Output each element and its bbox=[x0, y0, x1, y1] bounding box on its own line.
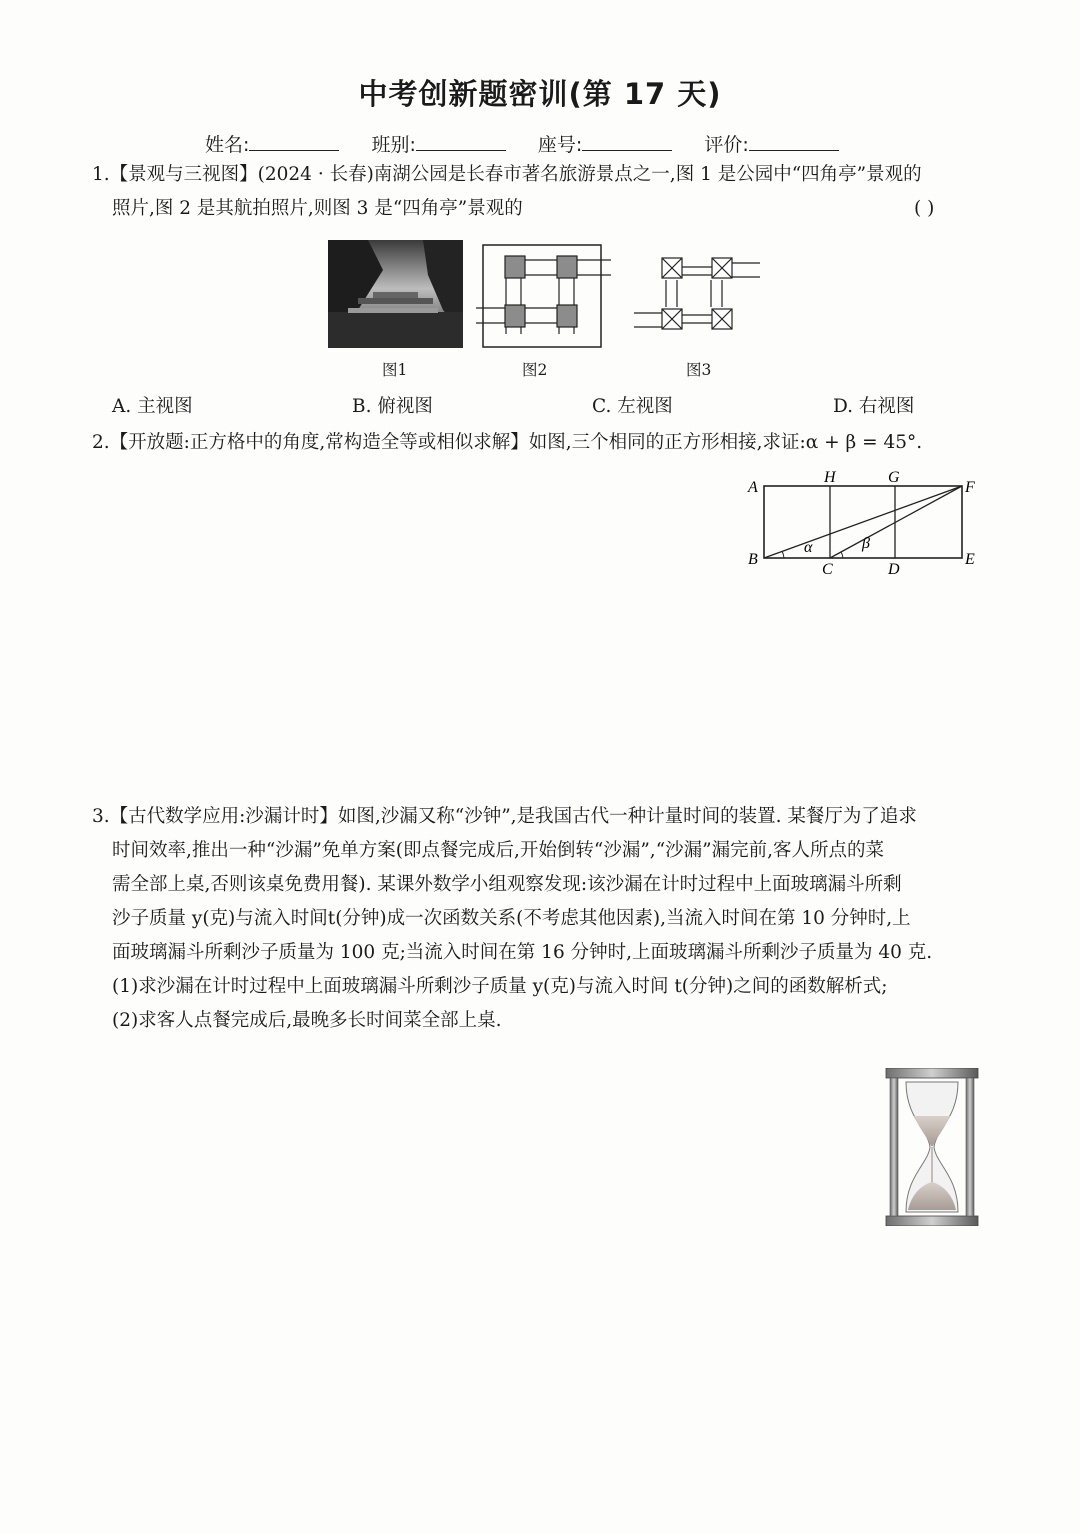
q1-line2: 照片,图 2 是其航拍照片,则图 3 是“四角亭”景观的 bbox=[112, 198, 523, 219]
answer-bracket[interactable]: ( ) bbox=[914, 198, 935, 219]
seat-label: 座号: bbox=[537, 134, 583, 156]
option-c[interactable]: C. 左视图 bbox=[592, 396, 673, 417]
class-field[interactable] bbox=[416, 136, 506, 151]
grade-field[interactable] bbox=[749, 136, 839, 151]
label-e: E bbox=[965, 551, 975, 568]
name-label: 姓名: bbox=[205, 134, 250, 156]
figure-3-drawing bbox=[634, 255, 762, 335]
caption-figure-2: 图2 bbox=[522, 361, 548, 379]
class-label: 班别: bbox=[371, 134, 416, 156]
label-beta: β bbox=[862, 535, 870, 552]
student-info-row bbox=[205, 130, 865, 157]
q3-line4: 沙子质量 y(克)与流入时间t(分钟)成一次函数关系(不考虑其他因素),当流入时间在第 10 分钟时,上 bbox=[112, 908, 911, 929]
q3-line1: 3.【古代数学应用:沙漏计时】如图,沙漏又称“沙钟”,是我国古代一种计量时间的装置. 某餐厅为了追求 bbox=[92, 806, 917, 827]
hourglass-image bbox=[884, 1068, 980, 1226]
figure-1-photo bbox=[328, 240, 463, 348]
question-3 bbox=[92, 800, 992, 1038]
option-d[interactable]: D. 右视图 bbox=[833, 396, 915, 417]
label-alpha: α bbox=[804, 539, 813, 556]
label-c: C bbox=[822, 561, 833, 578]
label-h: H bbox=[824, 469, 836, 486]
caption-figure-3: 图3 bbox=[686, 361, 712, 379]
page-title: 中考创新题密训(第 17 天) bbox=[358, 77, 722, 111]
q1-line1: 1.【景观与三视图】(2024 · 长春)南湖公园是长春市著名旅游景点之一,图 1 是公园中“四角亭”景观的 bbox=[92, 164, 922, 185]
q3-line3: 需全部上桌,否则该桌免费用餐). 某课外数学小组观察发现:该沙漏在计时过程中上面玻璃漏斗所剩 bbox=[112, 874, 902, 895]
figure-squares bbox=[740, 462, 990, 580]
question-2: 2.【开放题:正方格中的角度,常构造全等或相似求解】如图,三个相同的正方形相接,求证:α + β = 45°. bbox=[92, 432, 923, 453]
label-g: G bbox=[888, 469, 900, 486]
q3-line2: 时间效率,推出一种“沙漏”免单方案(即点餐完成后,开始倒转“沙漏”,“沙漏”漏完前,客人所点的菜 bbox=[112, 840, 884, 861]
label-b: B bbox=[748, 551, 758, 568]
label-a: A bbox=[748, 479, 758, 496]
option-a[interactable]: A. 主视图 bbox=[112, 396, 193, 417]
grade-label: 评价: bbox=[704, 134, 749, 156]
q3-line5: 面玻璃漏斗所剩沙子质量为 100 克;当流入时间在第 16 分钟时,上面玻璃漏斗所剩沙子质量为 40 克. bbox=[112, 942, 933, 963]
caption-figure-1: 图1 bbox=[382, 361, 408, 379]
label-d: D bbox=[888, 561, 900, 578]
q3-sub2: (2)求客人点餐完成后,最晚多长时间菜全部上桌. bbox=[112, 1010, 502, 1031]
question-1 bbox=[92, 158, 992, 226]
option-b[interactable]: B. 俯视图 bbox=[352, 396, 433, 417]
name-field[interactable] bbox=[249, 136, 339, 151]
q3-sub1: (1)求沙漏在计时过程中上面玻璃漏斗所剩沙子质量 y(克)与流入时间 t(分钟)之间的函数解析式; bbox=[112, 976, 888, 997]
figure-2-aerial bbox=[476, 244, 616, 348]
seat-field[interactable] bbox=[582, 136, 672, 151]
label-f: F bbox=[965, 479, 975, 496]
